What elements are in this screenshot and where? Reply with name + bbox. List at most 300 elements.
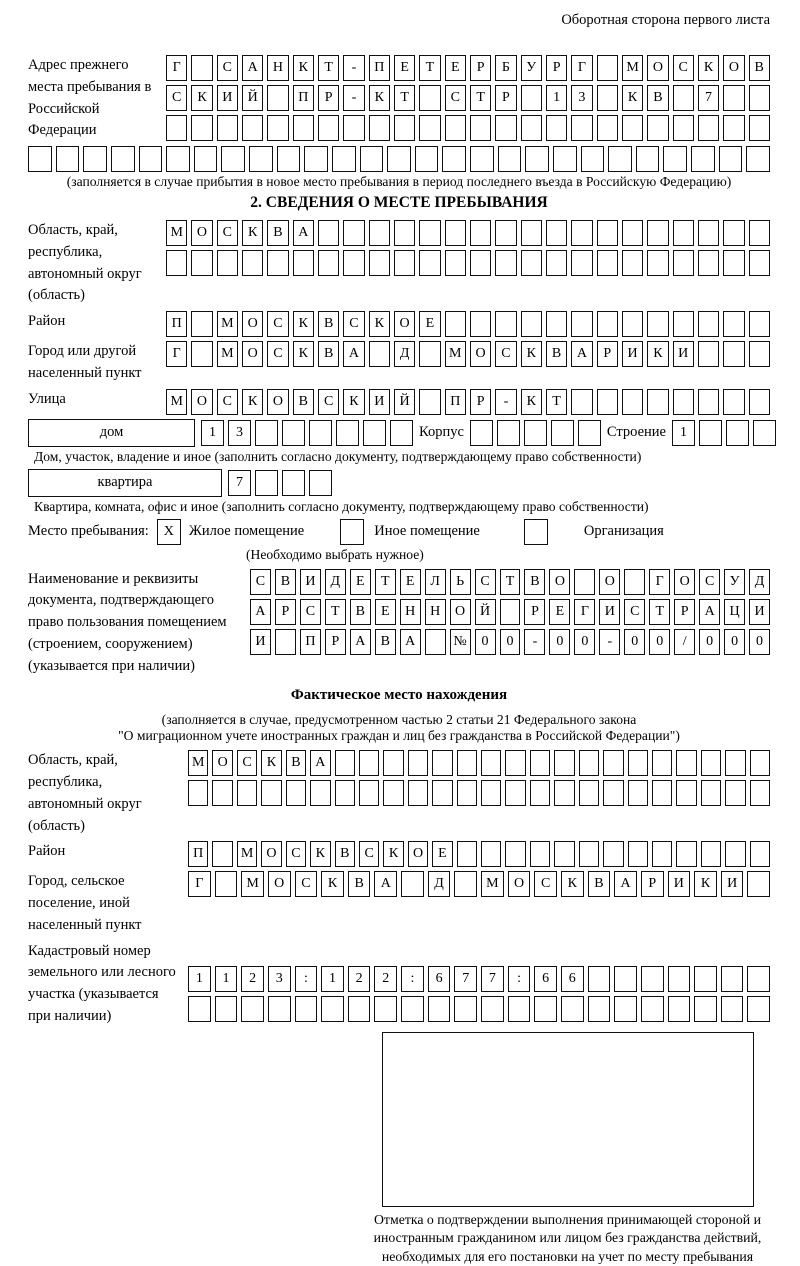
char-box [673,311,694,337]
char-box: 3 [571,85,592,111]
al-city-row [188,871,770,897]
char-box: 0 [649,629,670,655]
char-box [445,311,466,337]
char-box: Г [649,569,670,595]
char-box: В [350,599,371,625]
char-box [295,996,318,1022]
house-number-cells [201,420,413,446]
char-box [622,389,643,415]
char-box [470,220,491,246]
char-box: О [242,311,263,337]
char-box [753,420,776,446]
char-box [401,996,424,1022]
al-region-label: Область, край, республика, автономный округ (область) [28,750,188,837]
char-box [673,389,694,415]
char-box [188,780,208,806]
char-box: Т [375,569,396,595]
char-box: О [212,750,232,776]
char-box [530,780,550,806]
char-box [641,996,664,1022]
char-box: О [450,599,471,625]
char-box [622,115,643,141]
char-box [419,389,440,415]
char-box: К [521,389,542,415]
char-box [579,780,599,806]
char-box: А [250,599,271,625]
char-box [286,780,306,806]
char-box [394,220,415,246]
char-box: К [694,871,717,897]
char-box [652,841,672,867]
char-box: Д [428,871,451,897]
char-box [242,250,263,276]
char-box [571,389,592,415]
char-box [746,146,770,172]
char-box: 2 [348,966,371,992]
char-box: 3 [228,420,251,446]
char-box: М [241,871,264,897]
house-caption: Дом, участок, владение и иное (заполнить согласно документу, подтверждающему право собственности) [34,449,770,465]
char-box [673,115,694,141]
char-box: И [250,629,271,655]
char-box [191,341,212,367]
char-box: И [217,85,238,111]
char-box [277,146,301,172]
char-box [335,780,355,806]
char-box: 1 [321,966,344,992]
char-box: К [191,85,212,111]
char-box [597,55,618,81]
char-box [445,250,466,276]
char-box: 1 [188,966,211,992]
char-box: Д [749,569,770,595]
char-box: П [166,311,187,337]
char-box: А [293,220,314,246]
char-box [597,389,618,415]
char-box [721,996,744,1022]
char-box [309,470,332,496]
char-box [83,146,107,172]
char-box [241,996,264,1022]
char-box [419,85,440,111]
char-box [719,146,743,172]
char-box: К [321,871,344,897]
char-box: 2 [374,966,397,992]
char-box: Т [325,599,346,625]
char-box [571,250,592,276]
char-box [554,841,574,867]
char-box [282,470,305,496]
char-box: С [699,569,720,595]
char-box [267,250,288,276]
region-rows [166,220,770,276]
char-box: Р [275,599,296,625]
char-box: - [343,85,364,111]
char-box: Г [574,599,595,625]
char-box [293,115,314,141]
char-box [432,750,452,776]
char-box: Т [318,55,339,81]
char-box [574,569,595,595]
char-box: И [300,569,321,595]
city-label: Город или другой населенный пункт [28,341,166,385]
char-box [454,871,477,897]
prev-address-note: (заполняется в случае прибытия в новое место пребывания в период последнего въезда в Российскую Федерацию) [28,174,770,190]
char-box: П [445,389,466,415]
korpus-cells [470,420,601,446]
char-box: И [622,341,643,367]
al-district-row [188,841,770,867]
char-box [425,629,446,655]
char-box: Д [394,341,415,367]
char-box [304,146,328,172]
char-box [321,996,344,1022]
char-box: Е [400,569,421,595]
char-box [676,841,696,867]
char-box: С [237,750,257,776]
char-box [442,146,466,172]
city-block [28,341,770,385]
char-box [561,996,584,1022]
char-box: 2 [241,966,264,992]
char-box [139,146,163,172]
char-box [505,780,525,806]
char-box: С [217,55,238,81]
char-box: О [267,389,288,415]
section2-title: 2. СВЕДЕНИЯ О МЕСТЕ ПРЕБЫВАНИЯ [28,194,770,212]
char-box: Г [166,55,187,81]
char-box: М [188,750,208,776]
char-box [676,750,696,776]
char-box [701,750,721,776]
char-box [318,220,339,246]
char-box [571,115,592,141]
char-box [267,85,288,111]
char-box: Е [375,599,396,625]
char-box [374,996,397,1022]
char-box [194,146,218,172]
char-box: 0 [500,629,521,655]
char-box: В [546,341,567,367]
char-box [554,750,574,776]
char-box [470,146,494,172]
char-box [750,750,770,776]
char-box [217,250,238,276]
char-box [521,115,542,141]
char-box [261,780,281,806]
char-box [698,341,719,367]
char-box [524,420,547,446]
char-box: 7 [454,966,477,992]
char-box [28,146,52,172]
char-box: Г [166,341,187,367]
char-box [597,85,618,111]
char-box: Р [470,55,491,81]
char-box [242,115,263,141]
char-box: С [624,599,645,625]
char-box [691,146,715,172]
char-box: С [359,841,379,867]
apartment-caption: Квартира, комната, офис и иное (заполнить согласно документу, подтверждающему право собственности) [34,499,770,515]
char-box [166,115,187,141]
cadastral-row-1 [188,966,770,992]
char-box: А [374,871,397,897]
char-box [668,996,691,1022]
char-box: К [698,55,719,81]
char-box [495,220,516,246]
char-box [408,780,428,806]
char-box: Т [649,599,670,625]
char-box: А [699,599,720,625]
char-box [497,420,520,446]
char-box [498,146,522,172]
char-box: С [343,311,364,337]
char-box [636,146,660,172]
char-box [614,966,637,992]
char-box [255,470,278,496]
char-box [521,311,542,337]
char-box [363,420,386,446]
char-box [495,311,516,337]
char-box: Й [242,85,263,111]
cadastral-rows [188,966,770,1022]
char-box: Ь [450,569,471,595]
char-box [597,220,618,246]
char-box: О [647,55,668,81]
char-box: У [521,55,542,81]
char-box: Т [394,85,415,111]
char-box: И [599,599,620,625]
stay-place-row [28,519,770,545]
region-block [28,220,770,307]
char-box [419,220,440,246]
char-box [603,750,623,776]
char-box: О [191,389,212,415]
char-box [553,146,577,172]
char-box [432,780,452,806]
char-box [428,996,451,1022]
char-box: В [588,871,611,897]
char-box [495,250,516,276]
char-box [457,841,477,867]
char-box [554,780,574,806]
char-box [551,420,574,446]
char-box [521,220,542,246]
char-box: С [286,841,306,867]
char-box [383,750,403,776]
al-city-block [28,871,770,936]
char-box: О [261,841,281,867]
char-box [624,569,645,595]
char-box [221,146,245,172]
char-box: И [721,871,744,897]
char-box: М [166,220,187,246]
char-box: 7 [481,966,504,992]
char-box [419,341,440,367]
char-box: Т [470,85,491,111]
char-box [282,420,305,446]
char-box [579,841,599,867]
char-box: С [217,389,238,415]
char-box: В [318,311,339,337]
stroenie-label: Строение [607,424,666,441]
char-box: К [293,311,314,337]
char-box: № [450,629,471,655]
char-box: Е [549,599,570,625]
region-row-1 [166,220,770,246]
char-box [698,250,719,276]
char-box [673,250,694,276]
char-box [360,146,384,172]
char-box: П [188,841,208,867]
char-box: 3 [268,966,291,992]
char-box: А [310,750,330,776]
char-box: С [300,599,321,625]
char-box: К [242,389,263,415]
char-box: А [343,341,364,367]
char-box [336,420,359,446]
char-box [267,115,288,141]
char-box [310,780,330,806]
char-box: А [614,871,637,897]
char-box [647,250,668,276]
char-box [673,220,694,246]
char-box [508,996,531,1022]
confirmation-caption: Отметка о подтверждении выполнения принимающей стороной и иностранным гражданином или лицом без гражданства действий, необходимых для его постановки на учет по месту пребывания [365,1211,770,1266]
char-box [622,220,643,246]
char-box [723,389,744,415]
char-box [343,220,364,246]
char-box [481,750,501,776]
char-box [721,966,744,992]
char-box: / [674,629,695,655]
char-box: Т [500,569,521,595]
char-box [597,250,618,276]
char-box [578,420,601,446]
char-box: М [445,341,466,367]
char-box: Е [350,569,371,595]
char-box: 0 [724,629,745,655]
char-box: Ц [724,599,745,625]
char-box [725,841,745,867]
char-box [369,115,390,141]
char-box [579,750,599,776]
char-box [56,146,80,172]
district-label: Район [28,311,166,333]
char-box [191,55,212,81]
char-box: Р [470,389,491,415]
char-box: Н [267,55,288,81]
char-box [318,250,339,276]
residential-checkbox: X [157,519,181,545]
char-box [408,750,428,776]
char-box: - [599,629,620,655]
char-box [470,250,491,276]
char-box: С [495,341,516,367]
char-box: С [295,871,318,897]
document-label: Наименование и реквизиты документа, подтверждающего право пользования помещением (строением, сооружением) (указывается при наличии) [28,569,250,678]
char-box: В [275,569,296,595]
char-box: 6 [561,966,584,992]
char-box [445,115,466,141]
char-box: В [318,341,339,367]
char-box: О [470,341,491,367]
char-box: 1 [672,420,695,446]
char-box: К [293,341,314,367]
char-box: Р [524,599,545,625]
char-box [673,85,694,111]
char-box: П [293,85,314,111]
prev-address-overflow-row [28,146,770,172]
char-box [698,115,719,141]
stay-place-note: (Необходимо выбрать нужное) [246,547,770,563]
char-box [191,311,212,337]
char-box [191,115,212,141]
char-box [723,85,744,111]
prev-address-label: Адрес прежнего места пребывания в Российской Федерации [28,55,166,142]
cadastral-block [28,941,770,1028]
char-box: Л [425,569,446,595]
prev-address-row-2 [166,85,770,111]
char-box [747,996,770,1022]
char-box [445,220,466,246]
char-box [749,250,770,276]
char-box: И [673,341,694,367]
district-block [28,311,770,337]
char-box [698,311,719,337]
street-label: Улица [28,389,166,411]
char-box: : [295,966,318,992]
char-box [546,311,567,337]
char-box [470,420,493,446]
char-box: А [571,341,592,367]
char-box: М [481,871,504,897]
char-box: В [749,55,770,81]
char-box: Б [495,55,516,81]
apartment-type-box: квартира [28,469,222,497]
char-box: О [191,220,212,246]
char-box [749,220,770,246]
document-rows [250,569,770,655]
other-premises-checkbox [340,519,364,545]
char-box: К [647,341,668,367]
char-box [309,420,332,446]
char-box: Е [419,311,440,337]
char-box [647,220,668,246]
char-box: Р [325,629,346,655]
char-box [387,146,411,172]
char-box: Е [432,841,452,867]
char-box [603,780,623,806]
char-box: К [261,750,281,776]
char-box: 7 [698,85,719,111]
char-box [699,420,722,446]
char-box [215,871,238,897]
document-row-3 [250,629,770,655]
char-box [749,311,770,337]
char-box: С [217,220,238,246]
char-box: 0 [624,629,645,655]
char-box: К [622,85,643,111]
char-box: И [369,389,390,415]
actual-location-note-2: "О миграционном учете иностранных граждан и лиц без гражданства в Российской Федерации") [28,728,770,744]
al-district-label: Район [28,841,188,863]
char-box: О [394,311,415,337]
char-box [647,389,668,415]
organization-checkbox [524,519,548,545]
char-box [249,146,273,172]
char-box [293,250,314,276]
